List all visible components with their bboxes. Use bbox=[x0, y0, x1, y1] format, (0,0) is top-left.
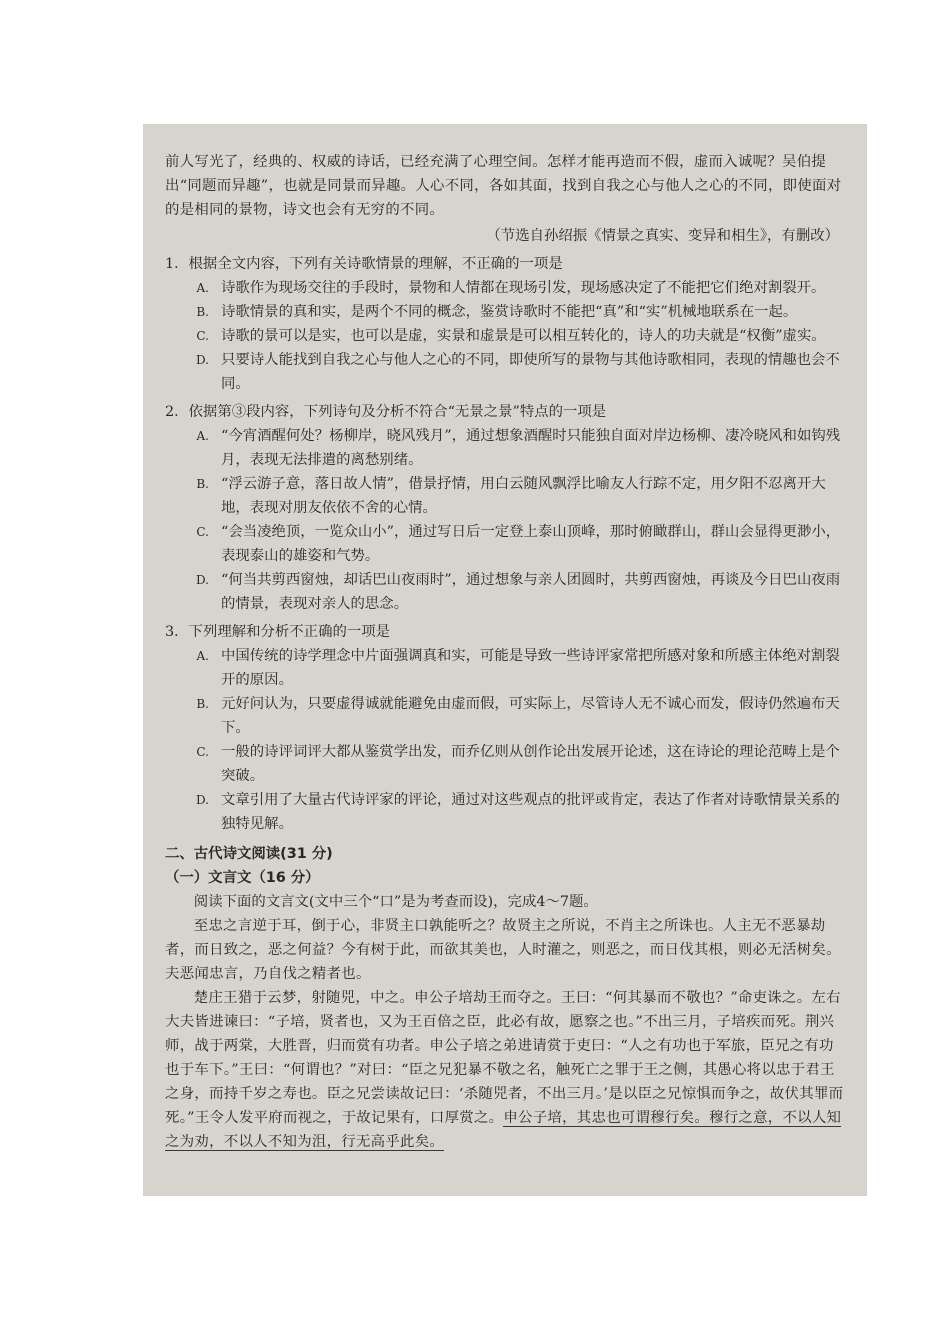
option-text: 只要诗人能找到自我之心与他人之心的不同，即使所写的景物与其他诗歌相同，表现的情趣也会不同。 bbox=[221, 352, 840, 392]
option-label: A. bbox=[196, 281, 209, 295]
question-stem: 3．下列理解和分析不正确的一项是 bbox=[165, 624, 391, 640]
exam-page bbox=[143, 124, 867, 1196]
option-text: 中国传统的诗学理念中片面强调真和实，可能是导致一些诗评家常把所感对象和所感主体绝对割裂开的原因。 bbox=[221, 648, 840, 688]
option-c bbox=[165, 520, 847, 568]
classical-text-paragraph-1: 至忠之言逆于耳，倒于心，非贤主口孰能听之？故贤主之所说，不肖主之所诛也。人主无不恶暴劫者，而日致之，恶之何益？今有树于此，而欲其美也，人时灌之，则恶之，而日伐其根，则必无活树矣。夫恶闻忠言，乃自伐之精者也。 bbox=[165, 918, 841, 982]
option-text: “今宵酒醒何处？杨柳岸，晓风残月”，通过想象酒醒时只能独自面对岸边杨柳、凄冷晓风和如钩残月，表现无法排遣的离愁别绪。 bbox=[221, 428, 841, 468]
option-text: “浮云游子意，落日故人情”，借景抒情，用白云随风飘浮比喻友人行踪不定，用夕阳不忍离开大地，表现对朋友依依不舍的心情。 bbox=[221, 476, 826, 516]
option-c bbox=[165, 324, 847, 348]
option-a bbox=[165, 644, 847, 692]
classical-text-paragraph-2 bbox=[165, 986, 847, 1154]
option-label: C. bbox=[196, 745, 209, 759]
question-stem: 1．根据全文内容，下列有关诗歌情景的理解，不正确的一项是 bbox=[165, 256, 563, 272]
option-text: 文章引用了大量古代诗评家的评论，通过对这些观点的批评或肯定，表达了作者对诗歌情景关系的独特见解。 bbox=[221, 792, 840, 832]
option-label: B. bbox=[196, 697, 209, 711]
option-label: C. bbox=[196, 525, 209, 539]
option-text: 诗歌情景的真和实，是两个不同的概念，鉴赏诗歌时不能把“真”和“实”机械地联系在一起。 bbox=[221, 304, 798, 320]
option-b bbox=[165, 692, 847, 740]
option-d bbox=[165, 788, 847, 836]
question-2 bbox=[165, 400, 847, 616]
subsection-heading: （一）文言文（16 分） bbox=[165, 870, 320, 886]
option-label: D. bbox=[195, 353, 209, 367]
question-stem: 2．依据第③段内容，下列诗句及分析不符合“无景之景”特点的一项是 bbox=[165, 404, 607, 420]
option-label: C. bbox=[196, 329, 209, 343]
option-c bbox=[165, 740, 847, 788]
question-3 bbox=[165, 620, 847, 836]
underlined-sentence: 申公子培，其忠也可谓穆行矣。穆行之意，不以人知之为劝，不以人不知为沮，行无高乎此矣。 bbox=[165, 1110, 842, 1150]
option-label: B. bbox=[196, 305, 209, 319]
option-text: 元好问认为，只要虚得诚就能避免由虚而假，可实际上，尽管诗人无不诚心而发，假诗仍然遍布天下。 bbox=[221, 696, 840, 736]
option-label: D. bbox=[195, 793, 209, 807]
option-text: “会当凌绝顶，一览众山小”，通过写日后一定登上泰山顶峰，那时俯瞰群山，群山会显得更渺小，表现泰山的雄姿和气势。 bbox=[221, 524, 841, 564]
reading-instructions: 阅读下面的文言文(文中三个“口”是为考查而设)，完成4～7题。 bbox=[193, 894, 598, 910]
option-text: 诗歌作为现场交往的手段时，景物和人情都在现场引发，现场感决定了不能把它们绝对割裂开。 bbox=[221, 280, 826, 296]
option-a bbox=[165, 424, 847, 472]
option-b bbox=[165, 300, 847, 324]
option-text: 诗歌的景可以是实，也可以是虚，实景和虚景是可以相互转化的，诗人的功夫就是“权衡”虚实。 bbox=[221, 328, 826, 344]
section-heading: 二、古代诗文阅读(31 分) bbox=[165, 846, 333, 862]
classical-text-body: 楚庄王猎于云梦，射随兕，中之。申公子培劫王而夺之。王曰：“何其暴而不敬也？”命吏诛之。左右大夫皆进谏曰：“子培，贤者也，又为王百倍之臣，此必有故，愿察之也。”不出三月，子培疾而死。荆兴师，战于两棠，大胜晋，归而赏有功者。申公子培之弟进请赏于吏曰：“人之有功也于军旅，臣兄之有功也于车下。”王曰：“何谓也？”对曰：“臣之兄犯暴不敬之名，触死亡之罪于王之侧，其愚心将以忠于君王之身，而持千岁之寿也。臣之兄尝读故记曰：‘杀随兕者，不出三月。’是以臣之兄惊惧而争之，故伏其罪而死。”王令人发平府而视之，于故记果有，口厚赏之。 bbox=[165, 990, 844, 1126]
passage-source: （节选自孙绍振《情景之真实、变异和相生》，有删改） bbox=[486, 228, 839, 244]
option-label: B. bbox=[196, 477, 209, 491]
option-a bbox=[165, 276, 847, 300]
option-label: D. bbox=[195, 573, 209, 587]
option-d bbox=[165, 568, 847, 616]
passage-ending: 前人写光了，经典的、权威的诗话，已经充满了心理空间。怎样才能再造而不假，虚而入诚呢？吴伯提出“同题而异趣”，也就是同景而异趣。人心不同，各如其面，找到自我之心与他人之心的不同，即使面对的是相同的景物，诗文也会有无穷的不同。 bbox=[165, 154, 842, 218]
question-1 bbox=[165, 252, 847, 396]
option-d bbox=[165, 348, 847, 396]
option-label: A. bbox=[196, 429, 209, 443]
option-label: A. bbox=[196, 649, 209, 663]
option-text: “何当共剪西窗烛，却话巴山夜雨时”，通过想象与亲人团圆时，共剪西窗烛，再谈及今日巴山夜雨的情景，表现对亲人的思念。 bbox=[221, 572, 841, 612]
option-text: 一般的诗评词评大都从鉴赏学出发，而乔亿则从创作论出发展开论述，这在诗论的理论范畴上是个突破。 bbox=[221, 744, 840, 784]
option-b bbox=[165, 472, 847, 520]
